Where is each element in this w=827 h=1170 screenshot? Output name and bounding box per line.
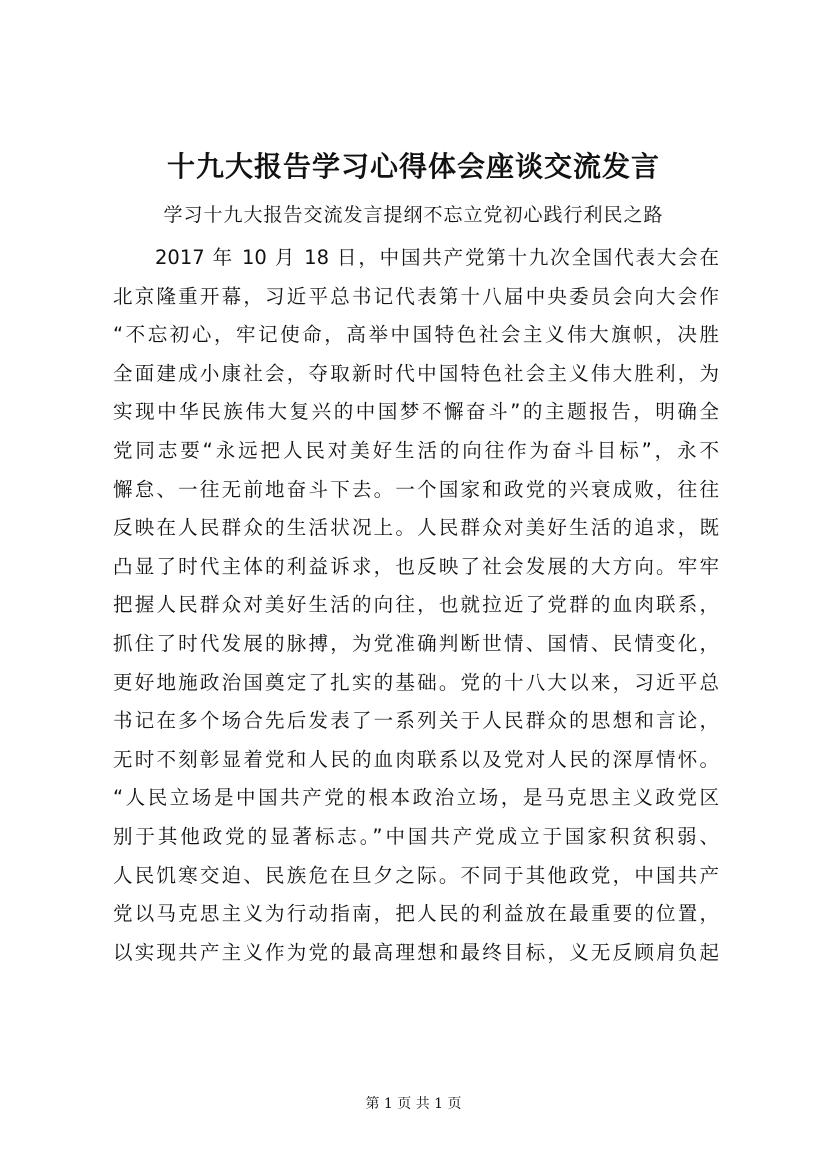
page-number-footer: 第 1 页 共 1 页 bbox=[365, 1096, 462, 1112]
body-line: 以实现共产主义作为党的最高理想和最终目标，义无反顾肩负起 bbox=[113, 940, 719, 964]
body-line: “人民立场是中国共产党的根本政治立场，是马克思主义政党区 bbox=[113, 786, 719, 810]
document-title: 十九大报告学习心得体会座谈交流发言 bbox=[166, 150, 660, 183]
body-line: 把握人民群众对美好生活的向往，也就拉近了党群的血肉联系， bbox=[113, 593, 719, 617]
body-line: 党以马克思主义为行动指南，把人民的利益放在最重要的位置， bbox=[113, 902, 719, 926]
body-line: 凸显了时代主体的利益诉求，也反映了社会发展的大方向。牢牢 bbox=[113, 554, 719, 578]
body-line: 无时不刻彰显着党和人民的血肉联系以及党对人民的深厚情怀。 bbox=[113, 747, 719, 771]
document-subtitle: 学习十九大报告交流发言提纲不忘立党初心践行利民之路 bbox=[163, 204, 664, 226]
body-line: 2017 年 10 月 18 日，中国共产党第十九次全国代表大会在 bbox=[155, 246, 719, 269]
body-line: 人民饥寒交迫、民族危在旦夕之际。不同于其他政党，中国共产 bbox=[113, 863, 719, 887]
body-line: 抓住了时代发展的脉搏，为党准确判断世情、国情、民情变化， bbox=[113, 631, 719, 655]
body-line: 北京隆重开幕，习近平总书记代表第十八届中央委员会向大会作 bbox=[113, 284, 719, 308]
body-line: 党同志要“永远把人民对美好生活的向往作为奋斗目标”，永不 bbox=[113, 438, 719, 462]
body-line: 全面建成小康社会，夺取新时代中国特色社会主义伟大胜利，为 bbox=[113, 361, 719, 385]
document-body bbox=[113, 239, 719, 972]
body-line: 别于其他政党的显著标志。”中国共产党成立于国家积贫积弱、 bbox=[113, 824, 719, 848]
body-line: 反映在人民群众的生活状况上。人民群众对美好生活的追求，既 bbox=[113, 516, 719, 540]
body-line: 懈怠、一往无前地奋斗下去。一个国家和政党的兴衰成败，往往 bbox=[113, 477, 719, 501]
body-line: “不忘初心，牢记使命，高举中国特色社会主义伟大旗帜，决胜 bbox=[113, 323, 719, 347]
body-line: 更好地施政治国奠定了扎实的基础。党的十八大以来，习近平总 bbox=[113, 670, 719, 694]
body-line: 书记在多个场合先后发表了一系列关于人民群众的思想和言论， bbox=[113, 709, 719, 733]
body-line: 实现中华民族伟大复兴的中国梦不懈奋斗”的主题报告，明确全 bbox=[113, 400, 719, 424]
